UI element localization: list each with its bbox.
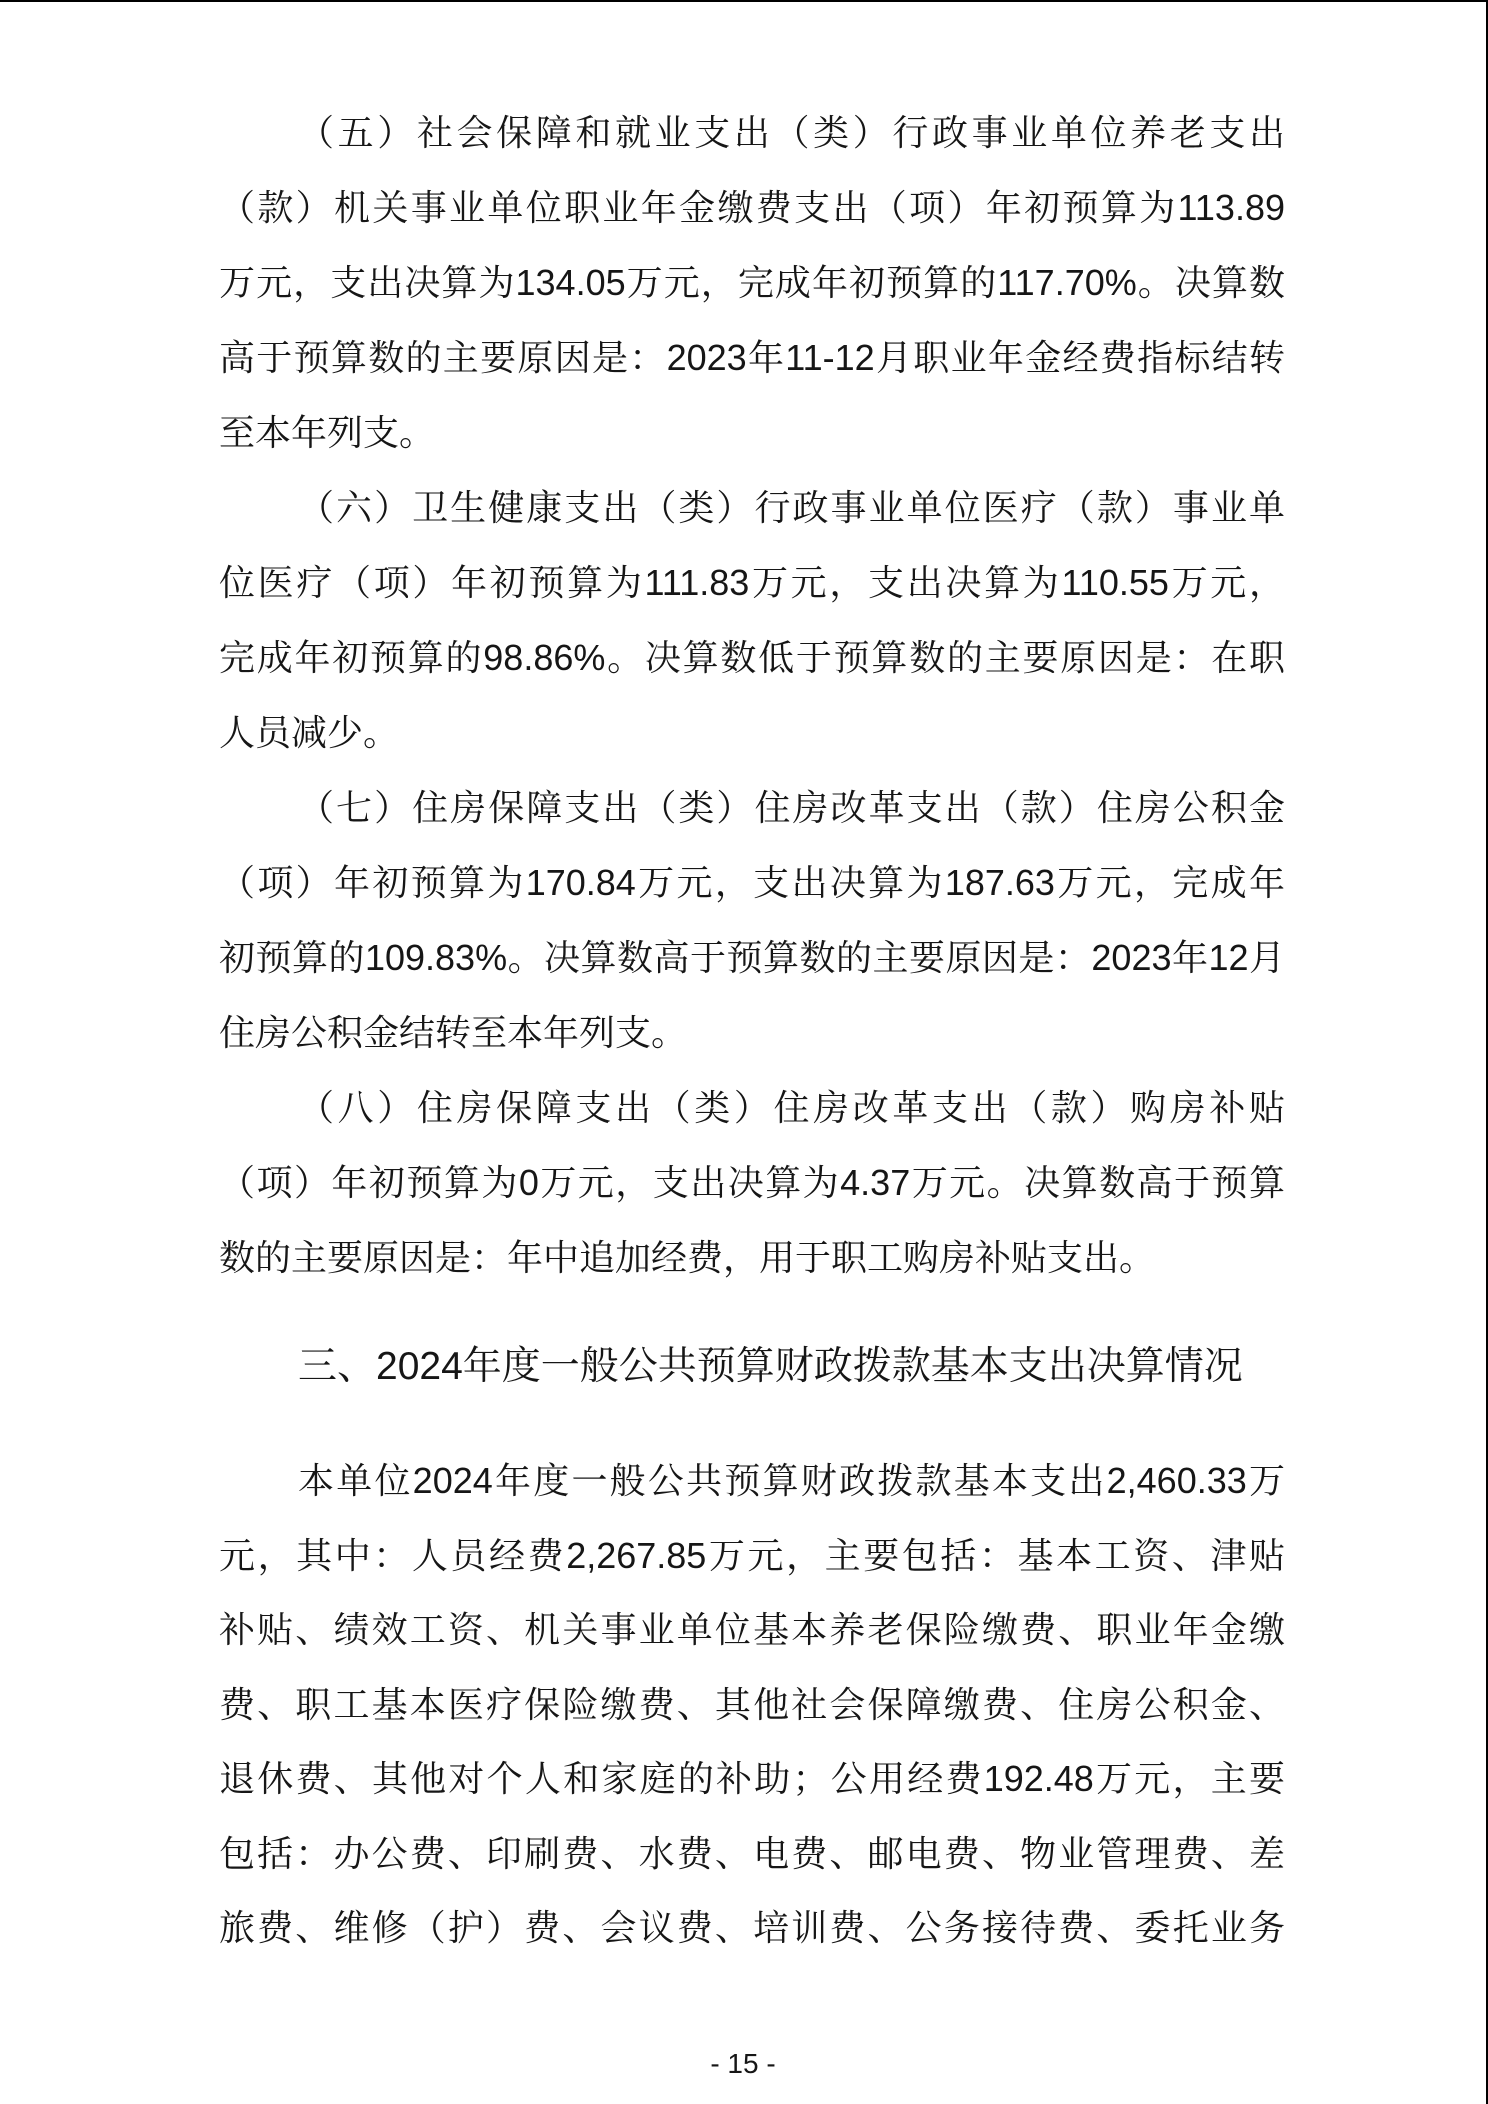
- text-line: 人员减少。: [219, 712, 400, 753]
- paragraph-item-6: [219, 470, 1285, 770]
- text-line: 位医疗（项）年初预算为111.83万元，支出决算为110.55万元，: [219, 562, 1285, 603]
- text-line: （五）社会保障和就业支出（类）行政事业单位养老支出: [298, 112, 1285, 153]
- text-line: 旅费、维修（护）费、会议费、培训费、公务接待费、委托业务: [219, 1907, 1285, 1948]
- text-line: 包括：办公费、印刷费、水费、电费、邮电费、物业管理费、差: [219, 1832, 1285, 1874]
- text-line: 高于预算数的主要原因是：2023年11-12月职业年金经费指标结转: [219, 337, 1285, 378]
- text-line: 住房公积金结转至本年列支。: [219, 1012, 688, 1053]
- text-line: （项）年初预算为0万元，支出决算为4.37万元。决算数高于预算: [219, 1162, 1285, 1203]
- text-line: 费、职工基本医疗保险缴费、其他社会保障缴费、住房公积金、: [219, 1683, 1285, 1725]
- text-line: 完成年初预算的98.86%。决算数低于预算数的主要原因是：在职: [219, 637, 1285, 678]
- text-line: 本单位2024年度一般公共预算财政拨款基本支出2,460.33万: [298, 1460, 1285, 1501]
- text-line: 初预算的109.83%。决算数高于预算数的主要原因是：2023年12月: [219, 937, 1285, 978]
- text-line: 数的主要原因是：年中追加经费，用于职工购房补贴支出。: [219, 1237, 1156, 1278]
- page-number: - 15 -: [710, 2048, 776, 2079]
- text-line: 退休费、其他对个人和家庭的补助；公用经费192.48万元，主要: [219, 1758, 1285, 1799]
- text-line: （款）机关事业单位职业年金缴费支出（项）年初预算为113.89: [219, 187, 1285, 228]
- paragraph-item-5: [219, 95, 1285, 470]
- text-line: 万元，支出决算为134.05万元，完成年初预算的117.70%。决算数: [219, 262, 1285, 303]
- text-line: （六）卫生健康支出（类）行政事业单位医疗（款）事业单: [298, 487, 1285, 528]
- section-paragraph: [219, 1444, 1285, 1966]
- paragraph-item-8: [219, 1070, 1285, 1295]
- text-line: 补贴、绩效工资、机关事业单位基本养老保险缴费、职业年金缴: [219, 1609, 1285, 1650]
- text-line: 至本年列支。: [219, 412, 436, 453]
- document-body: [219, 95, 1285, 1966]
- text-line: （七）住房保障支出（类）住房改革支出（款）住房公积金: [298, 787, 1285, 828]
- text-line: （八）住房保障支出（类）住房改革支出（款）购房补贴: [298, 1087, 1285, 1128]
- text-line: 元，其中：人员经费2,267.85万元，主要包括：基本工资、津贴: [219, 1534, 1285, 1576]
- text-line: （项）年初预算为170.84万元，支出决算为187.63万元，完成年: [219, 862, 1285, 903]
- paragraph-item-7: [219, 770, 1285, 1070]
- section-heading: 三、2024年度一般公共预算财政拨款基本支出决算情况: [298, 1345, 1243, 1388]
